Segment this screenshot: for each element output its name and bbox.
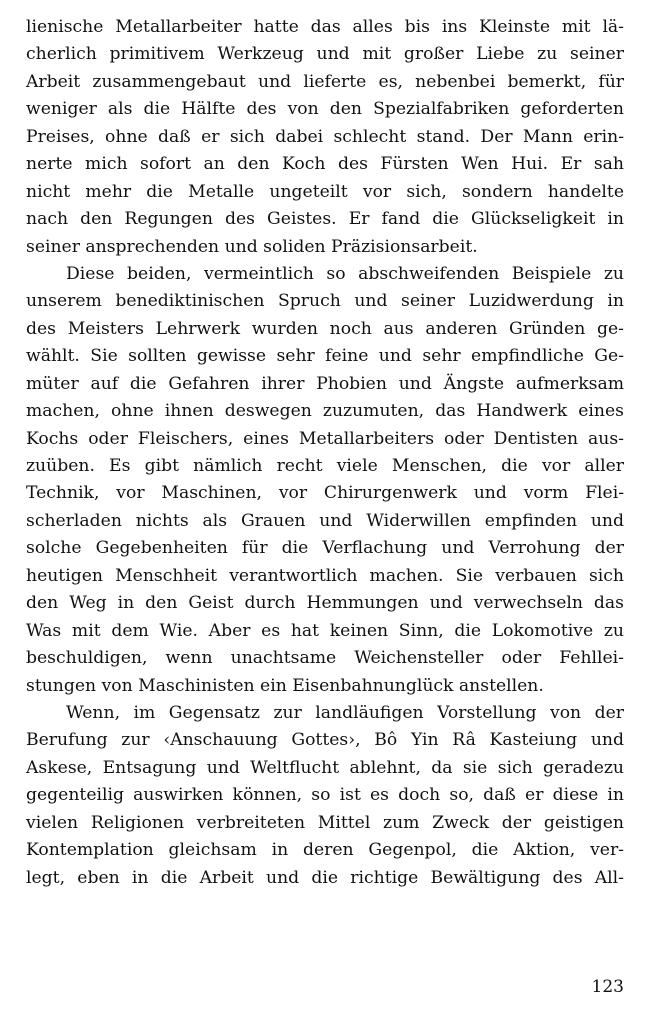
page-number: 123 bbox=[591, 977, 624, 997]
book-page bbox=[26, 0, 624, 1020]
text-line: nach den Regungen des Geistes. Er fand die Glückseligkeit in bbox=[26, 209, 624, 230]
text-line: lienische Metallarbeiter hatte das alles bis ins Kleinste mit lä- bbox=[26, 17, 624, 37]
text-line: nicht mehr die Metalle ungeteilt vor sich, sondern handelte bbox=[26, 181, 624, 202]
text-line: unserem benediktinischen Spruch und seiner Luzidwerdung in bbox=[26, 291, 624, 312]
text-line: stungen von Maschinisten ein Eisenbahnunglück anstellen. bbox=[26, 675, 544, 696]
text-line: des Meisters Lehrwerk wurden noch aus anderen Gründen ge- bbox=[26, 318, 624, 339]
text-line: Preises, ohne daß er sich dabei schlecht stand. Der Mann erin- bbox=[26, 126, 624, 147]
text-line: machen, ohne ihnen deswegen zuzumuten, das Handwerk eines bbox=[26, 401, 624, 422]
text-line: Technik, vor Maschinen, vor Chirurgenwerk und vorm Flei- bbox=[26, 483, 624, 504]
text-line: cherlich primitivem Werkzeug und mit großer Liebe zu seiner bbox=[26, 44, 624, 65]
text-line: zuüben. Es gibt nämlich recht viele Menschen, die vor aller bbox=[26, 456, 624, 476]
text-line: seiner ansprechenden und soliden Präzisionsarbeit. bbox=[26, 236, 478, 257]
text-line: Kochs oder Fleischers, eines Metallarbeiters oder Dentisten aus- bbox=[26, 428, 624, 449]
text-line: solche Gegebenheiten für die Verflachung und Verrohung der bbox=[26, 538, 624, 559]
text-line: nerte mich sofort an den Koch des Fürsten Wen Hui. Er sah bbox=[26, 154, 624, 175]
text-line: müter auf die Gefahren ihrer Phobien und Ängste aufmerksam bbox=[26, 373, 624, 394]
text-line: wählt. Sie sollten gewisse sehr feine und sehr empfindliche Ge- bbox=[26, 346, 624, 367]
text-line: legt, eben in die Arbeit und die richtige Bewältigung des All- bbox=[26, 867, 624, 888]
text-line: vielen Religionen verbreiteten Mittel zum Zweck der geistigen bbox=[26, 812, 624, 833]
text-line: Wenn, im Gegensatz zur landläufigen Vorstellung von der bbox=[66, 702, 624, 723]
text-line: weniger als die Hälfte des von den Spezialfabriken geforderten bbox=[26, 99, 624, 120]
text-line: Berufung zur ‹Anschauung Gottes›, Bô Yin Râ Kasteiung und bbox=[26, 730, 624, 751]
text-line: heutigen Menschheit verantwortlich machen. Sie verbauen sich bbox=[26, 565, 624, 586]
text-line: beschuldigen, wenn unachtsame Weichensteller oder Fehllei- bbox=[26, 648, 624, 669]
text-line: Kontemplation gleichsam in deren Gegenpol, die Aktion, ver- bbox=[26, 840, 624, 861]
text-line: Was mit dem Wie. Aber es hat keinen Sinn, die Lokomotive zu bbox=[26, 620, 624, 641]
text-line: gegenteilig auswirken können, so ist es doch so, daß er diese in bbox=[26, 785, 624, 806]
body-text bbox=[26, 14, 624, 892]
text-line: scherladen nichts als Grauen und Widerwillen empfinden und bbox=[26, 510, 624, 531]
text-line: Askese, Entsagung und Weltflucht ablehnt, da sie sich geradezu bbox=[26, 757, 624, 778]
text-line: Arbeit zusammengebaut und lieferte es, nebenbei bemerkt, für bbox=[26, 71, 624, 92]
text-line: den Weg in den Geist durch Hemmungen und verwechseln das bbox=[26, 593, 624, 614]
text-line: Diese beiden, vermeintlich so abschweifenden Beispiele zu bbox=[66, 263, 624, 284]
